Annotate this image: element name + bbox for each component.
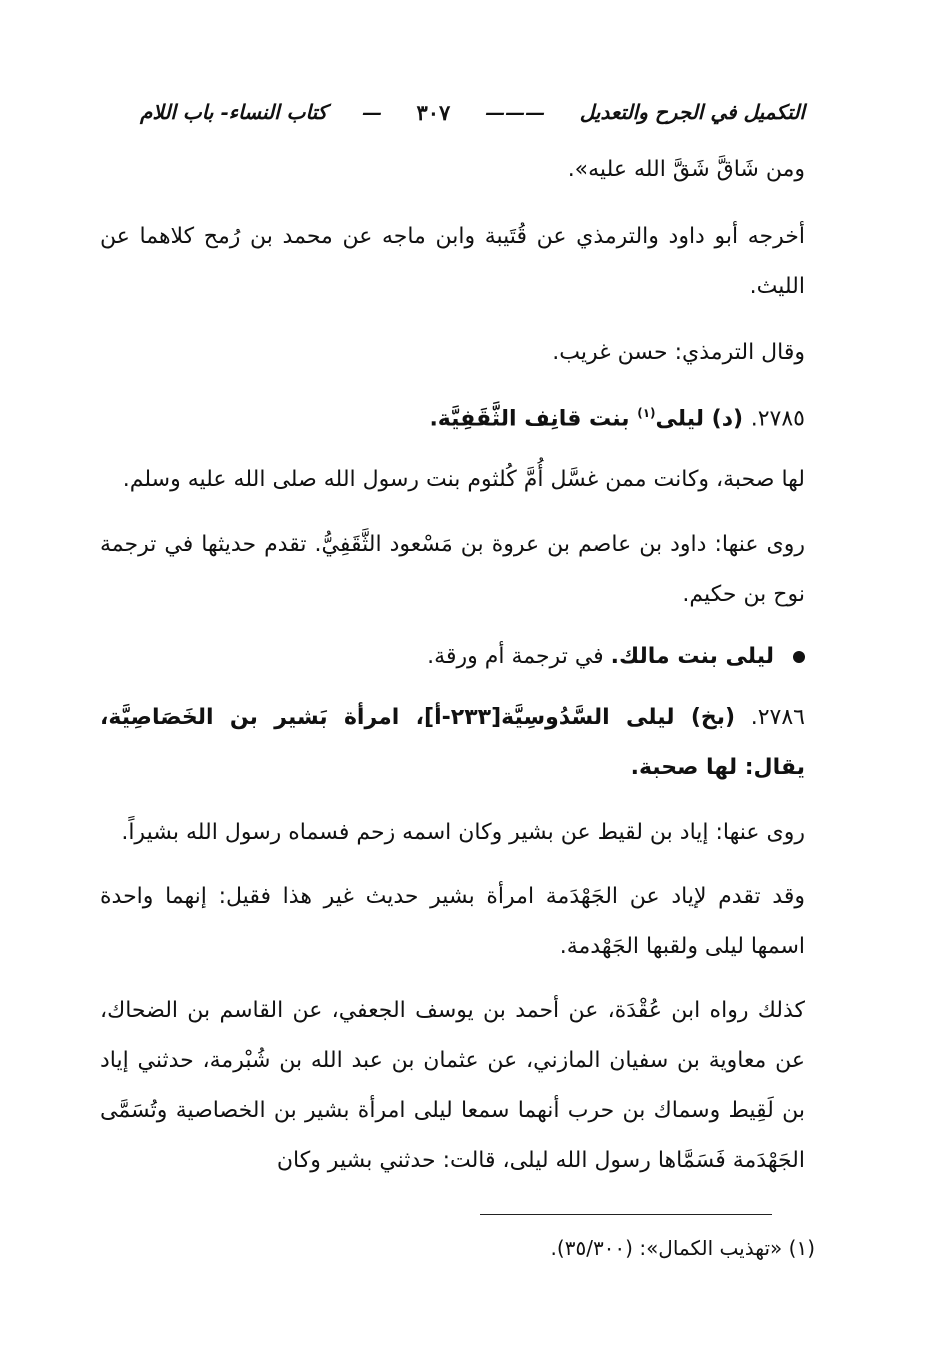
header-separator-left: —	[361, 100, 382, 124]
paragraph-takhrij: أخرجه أبو داود والترمذي عن قُتَيبة وابن ماجه عن محمد بن رُمح كلاهما عن الليث.	[100, 224, 805, 299]
entry-2786-rest: يقال: لها صحبة.	[630, 755, 805, 780]
paragraph-narrators-2786: روى عنها: إياد بن لقيط عن بشير وكان اسمه زحم فسماه رسول الله بشيراً.	[121, 820, 805, 845]
entry-2785-number: ٢٧٨٥.	[750, 406, 805, 432]
entry-2786-number: ٢٧٨٦.	[750, 705, 805, 730]
entry-2786-heading	[100, 693, 805, 793]
header-book-title: التكميل في الجرح والتعديل	[579, 100, 805, 124]
header-separator-right: ———	[485, 100, 546, 124]
footnote-ref[interactable]: (١)	[637, 406, 656, 420]
paragraph-hadith-end: ومن شَاقَّ شَقَّ الله عليه».	[567, 157, 805, 182]
entry-2786-name: (بخ) ليلى السَّدُوسِيَّة[٢٣٣-أ]، امرأة بَشير بن الخَصَاصِيَّة،	[100, 705, 736, 730]
bullet-entry-rest: في ترجمة أم ورقة.	[427, 644, 604, 669]
paragraph-tirmidhi-grade: وقال الترمذي: حسن غريب.	[552, 340, 805, 365]
header-chapter: كتاب النساء- باب اللام	[140, 100, 328, 124]
paragraph-jahdama: وقد تقدم لإياد عن الجَهْدَمة امرأة بشير حديث غير هذا فقيل: إنهما واحدة اسمها ليلى ولقبها الجَهْدمة.	[100, 884, 805, 959]
running-header	[140, 92, 805, 132]
paragraph-isnad: كذلك رواه ابن عُقْدَة، عن أحمد بن يوسف الجعفي، عن القاسم بن الضحاك، عن معاوية بن سفيان المازني، عن عثمان بن عبد الله بن شُبْرمة، حدثني إياد بن لَقِيط وسماك بن حرب أنهما سمعا ليلى امرأة بشير بن الخصاصية وتُسَمَّى الجَهْدَمة فَسَمَّاها رسول الله ليلى، قالت: حدثني بشير وكان	[100, 998, 805, 1173]
entry-2785-name-rest: بنت قانِف الثَّقَفِيَّة.	[429, 406, 630, 432]
entry-2785-heading	[100, 388, 805, 444]
page-number: ٣٠٧	[416, 99, 451, 125]
paragraph-narrators-2785: روى عنها: داود بن عاصم بن عروة بن مَسْعود الثَّقَفِيُّ. تقدم حديثها في ترجمة نوح بن حكيم.	[100, 532, 805, 607]
bullet-entry-name: ليلى بنت مالك.	[610, 644, 774, 669]
bullet-icon	[793, 651, 805, 663]
footnote-divider	[480, 1214, 772, 1215]
paragraph-sahaba: لها صحبة، وكانت ممن غسَّل أُمَّ كُلثوم بنت رسول الله صلى الله عليه وسلم.	[122, 467, 805, 492]
bullet-entry	[100, 632, 805, 682]
footnote: (١) «تهذيب الكمال»: (٣٥/٣٠٠).	[550, 1236, 815, 1260]
entry-2785-name: (د) ليلى	[655, 406, 744, 432]
